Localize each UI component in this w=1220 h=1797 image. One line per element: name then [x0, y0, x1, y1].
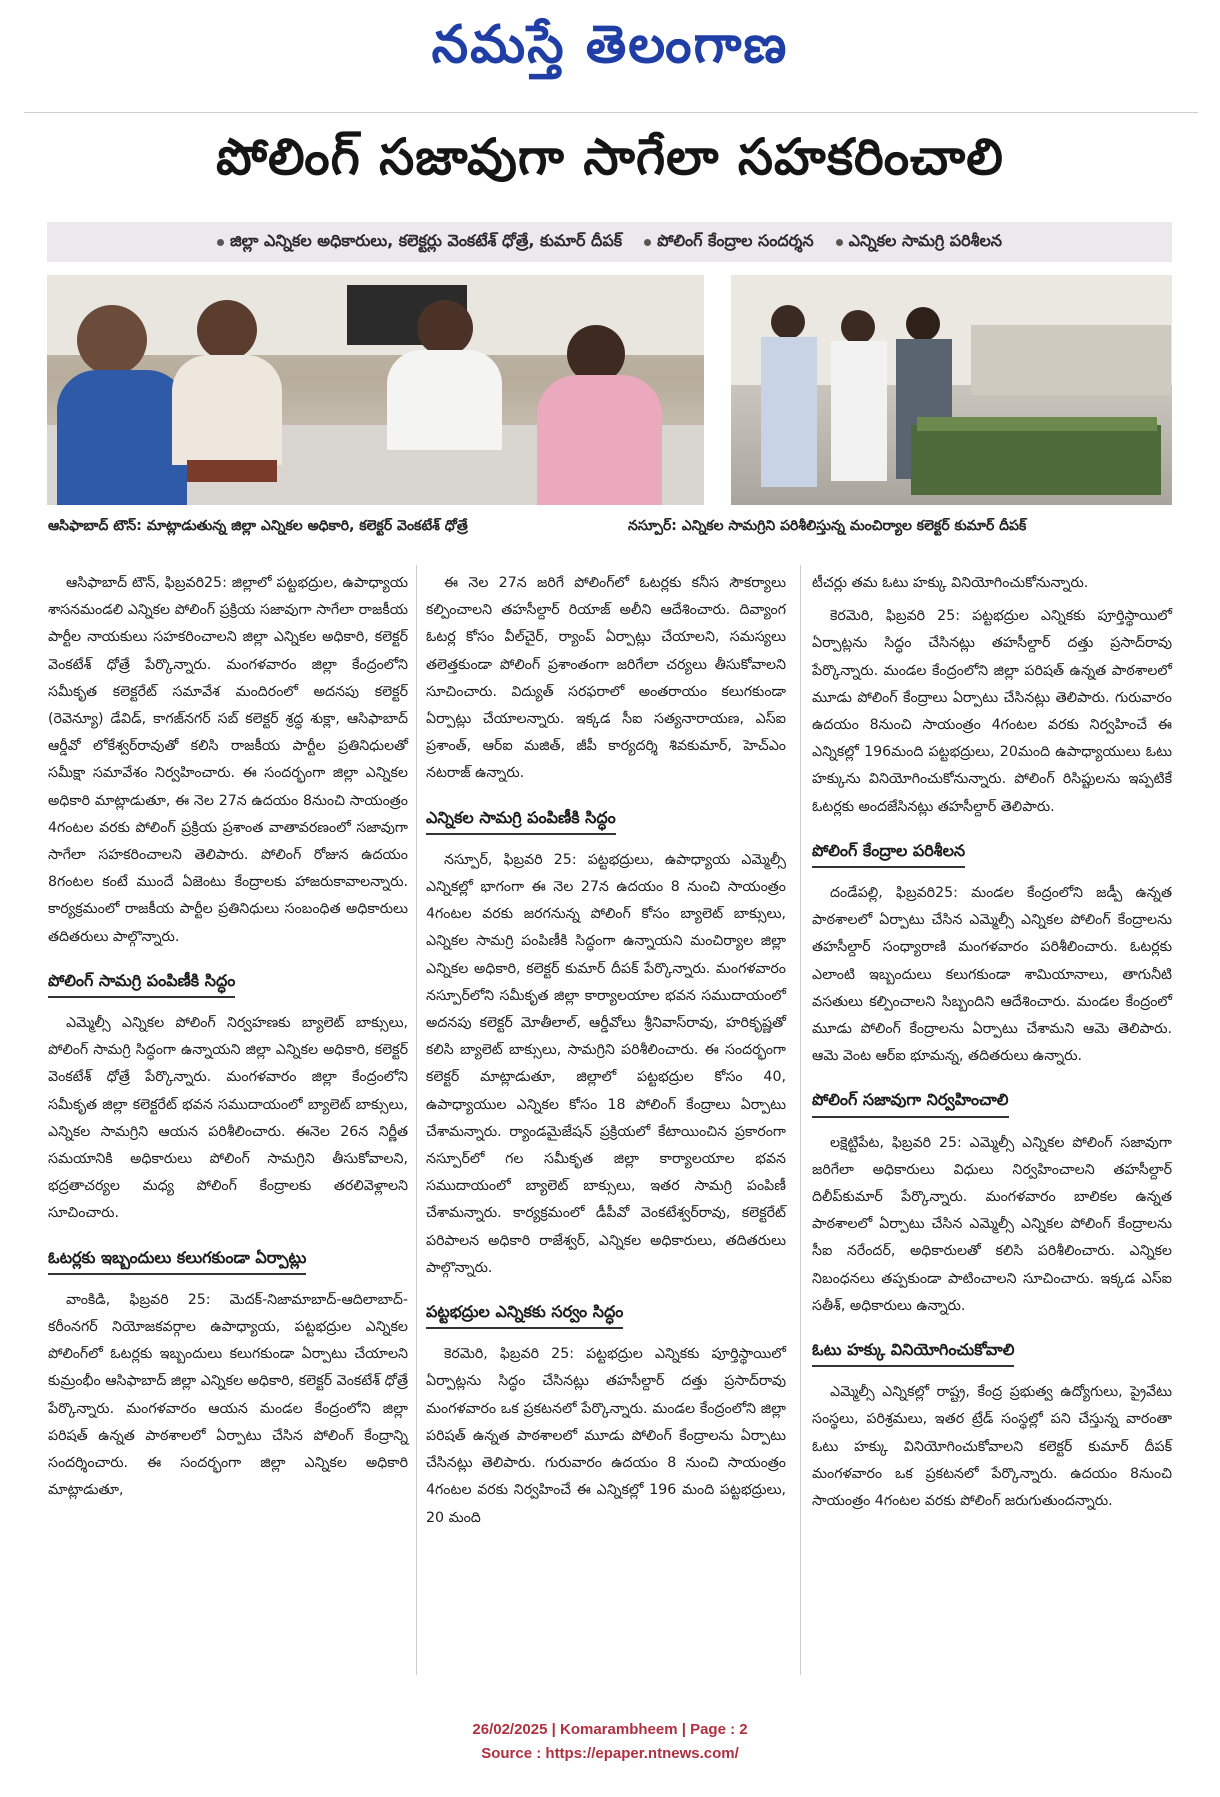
- inspection-photo: [731, 275, 1172, 505]
- paragraph: కెరమెరి, ఫిబ్రవరి 25: పట్టభద్రుల ఎన్నికకు పూర్తిస్థాయిలో ఏర్పాట్లను సిద్ధం చేసినట్లు తహసీల్దార్ దత్తు ప్రసాద్‌రావు మంగళవారం ఒక ప్రకటనలో పేర్కొన్నారు. మండల కేంద్రంలోని జిల్లా పరిషత్ ఉన్నత పాఠశాలలో మూడు పోలింగ్ కేంద్రాలను ఏర్పాటు చేసినట్లు తెలిపారు. గురువారం ఉదయం 8 నుంచి సాయంత్రం 4గంటల వరకు నిర్వహించే ఈ ఎన్నికల్లో 196 మంది పట్టభద్రులు, 20 మంది: [426, 1346, 786, 1526]
- subline-item: పోలింగ్ కేంద్రాల సందర్శన: [644, 231, 814, 254]
- article-subline: [47, 222, 1172, 262]
- paragraph: ఎమ్మెల్సీ ఎన్నికల పోలింగ్ నిర్వహణకు బ్యాలెట్ బాక్సులు, పోలింగ్ సామగ్రి సిద్ధంగా ఉన్నాయని జిల్లా ఎన్నికల అధికారి, కలెక్టర్ వెంకటేశ్ ధోత్రే పేర్కొన్నారు. మంగళవారం జిల్లా కేంద్రంలోని సమీకృత జిల్లా కలెక్టరేట్ భవన సముదాయంలో బ్యాలెట్ బాక్సులు, ఎన్నికల సామగ్రిని ఆయన పరిశీలించారు. ఈనెల 26న నిర్ణీత సమయానికి అధికారులు పోలింగ్ సామగ్రిని తీసుకోవాలని, భద్రతాచర్యల మధ్య పోలింగ్ కేంద్రాలకు తరలివెళ్లాలని సూచించారు.: [48, 1015, 408, 1222]
- paragraph: లక్షెట్టిపేట, ఫిబ్రవరి 25: ఎమ్మెల్సీ ఎన్నికల పోలింగ్ సజావుగా జరిగేలా అధికారులు విధులు నిర్వహించాలని తహసీల్దార్ దిలీప్‌కుమార్ పేర్కొన్నారు. మంగళవారం బాలికల ఉన్నత పాఠశాలలో ఏర్పాటు చేసిన ఎమ్మెల్సీ ఎన్నికల పోలింగ్ కేంద్రాలను సీఐ నరేందర్, అధికారులతో కలిసి పరిశీలించారు. ఎన్నికల నిబంధనలు తప్పకుండా పాటించాలని సూచించారు. ఇక్కడ ఎస్ఐ సతీశ్, అధికారులు ఉన్నారు.: [812, 1134, 1172, 1314]
- bullet-icon: [644, 239, 651, 246]
- subheading: పోలింగ్ కేంద్రాల పరిశీలన: [812, 837, 965, 868]
- photo-caption-right: నస్పూర్: ఎన్నికల సామగ్రిని పరిశీలిస్తున్న మంచిర్యాల కలెక్టర్ కుమార్ దీపక్: [628, 518, 1027, 534]
- subheading: పట్టభద్రుల ఎన్నికకు సర్వం సిద్ధం: [426, 1298, 623, 1329]
- paragraph: దండేపల్లి, ఫిబ్రవరి25: మండల కేంద్రంలోని జడ్పీ ఉన్నత పాఠశాలలో ఏర్పాటు చేసిన ఎమ్మెల్సీ ఎన్నికల పోలింగ్ కేంద్రాలను తహసీల్దార్ సంధ్యారాణి మంగళవారం పరిశీలించారు. ఓటర్లకు ఎలాంటి ఇబ్బందులు కలుగకుండా శామియానాలు, తాగునీటి వసతులు కల్పించాలని సిబ్బందిని ఆదేశించారు. మండల కేంద్రంలో మూడు పోలింగ్ కేంద్రాలను ఏర్పాటు చేశామని ఆమె తెలిపారు. ఆమె వెంట ఆర్ఐ భూమన్న, తదితరులు ఉన్నారు.: [812, 885, 1172, 1065]
- paragraph: ఎమ్మెల్సీ ఎన్నికల్లో రాష్ట్ర, కేంద్ర ప్రభుత్వ ఉద్యోగులు, ప్రైవేటు సంస్థలు, పరిశ్రమలు, ఇతర ట్రేడ్ సంస్థల్లో పని చేస్తున్న వారంతా ఓటు హక్కు వినియోగించుకోవాలని కలెక్టర్ కుమార్ దీపక్ మంగళవారం ఒక ప్రకటనలో పేర్కొన్నారు. ఉదయం 8నుంచి సాయంత్రం 4గంటల వరకు పోలింగ్ జరుగుతుందన్నారు.: [812, 1384, 1172, 1510]
- subline-item: జిల్లా ఎన్నికల అధికారులు, కలెక్టర్లు వెంకటేశ్ ధోత్రే, కుమార్ దీపక్: [217, 231, 622, 254]
- paragraph: కెరమెరి, ఫిబ్రవరి 25: పట్టభద్రుల ఎన్నికకు పూర్తిస్థాయిలో ఏర్పాట్లను సిద్ధం చేసినట్లు తహసీల్దార్ దత్తు ప్రసాద్‌రావు పేర్కొన్నారు. మండల కేంద్రంలోని జిల్లా పరిషత్ ఉన్నత పాఠశాలలో మూడు పోలింగ్ కేంద్రాలు ఏర్పాటు చేసినట్లు తెలిపారు. గురువారం ఉదయం 8నుంచి సాయంత్రం 4గంటల వరకు నిర్వహించే ఈ ఎన్నికల్లో 196మంది పట్టభద్రులు, 20మంది ఉపాధ్యాయులు ఓటు హక్కును వినియోగించుకోనున్నారు. పోలింగ్ రిసిప్టులను ఇప్పటికే ఓటర్లకు అందజేసినట్లు తహసీల్దార్ తెలిపారు.: [812, 608, 1172, 815]
- column-divider: [800, 565, 801, 1675]
- paragraph: ఈ నెల 27న జరిగే పోలింగ్‌లో ఓటర్లకు కనీస సౌకర్యాలు కల్పించాలని తహసీల్దార్ రియాజ్ అలీని ఆదేశించారు. దివ్యాంగ ఓటర్ల కోసం వీల్‌చైర్, ర్యాంప్ ఏర్పాట్లు చేయాలని, సమస్యలు తలెత్తకుండా పోలింగ్ ప్రశాంతంగా జరిగేలా చర్యలు తీసుకోవాలని సూచించారు. విద్యుత్ సరఫరాలో అంతరాయం కలుగకుండా ఏర్పాట్లు చేయాలన్నారు. ఇక్కడ సీఐ సత్యనారాయణ, ఎస్ఐ ప్రశాంత్, ఆర్ఐ మజిత్, జీపీ కార్యదర్శి శివకుమార్, హెచ్ఎం నటరాజ్ ఉన్నారు.: [426, 575, 786, 782]
- subline-item: ఎన్నికల సామగ్రి పరిశీలన: [836, 231, 1002, 254]
- footer-edition-info: 26/02/2025 | Komarambheem | Page : 2: [472, 1721, 748, 1738]
- article-column-3: [812, 570, 1172, 1521]
- subheading: పోలింగ్ సామగ్రి పంపిణీకి సిద్ధం: [48, 967, 235, 998]
- paragraph: నస్పూర్, ఫిబ్రవరి 25: పట్టభద్రులు, ఉపాధ్యాయ ఎమ్మెల్సీ ఎన్నికల్లో భాగంగా ఈ నెల 27న ఉదయం 8 నుంచి సాయంత్రం 4గంటల వరకు జరగనున్న పోలింగ్ కోసం బ్యాలెట్ బాక్సులు, ఎన్నికల సామగ్రి పంపిణీకి సిద్ధంగా ఉన్నాయని మంచిర్యాల జిల్లా ఎన్నికల అధికారి, కలెక్టర్ కుమార్ దీపక్ పేర్కొన్నారు. మంగళవారం నస్పూర్‌లోని సమీకృత జిల్లా కార్యాలయాల భవన సముదాయంలో అదనపు కలెక్టర్ మోతీలాల్, ఆర్డీవోలు శ్రీనివాస్‌రావు, హరికృష్ణతో కలిసి బ్యాలెట్ బాక్సులు, సామగ్రిని పరిశీలించారు. ఈ సందర్భంగా కలెక్టర్ మాట్లాడుతూ, జిల్లాలో పట్టభద్రుల కోసం 40, ఉపాధ్యాయుల ఎన్నికల కోసం 18 పోలింగ్ కేంద్రాలు ఏర్పాటు చేశామన్నారు. ర్యాండమైజేషన్ ప్రక్రియలో కేటాయించిన ప్రకారంగా నస్పూర్‌లో గల సమీకృత జిల్లా కార్యాలయాల భవన సముదాయంలో బ్యాలెట్ బాక్సులు, ఇతర సామగ్రి పంపిణీ చేశామన్నారు. కార్యక్రమంలో డీపీవో వెంకటేశ్వర్‌రావు, కలెక్టరేట్ పరిపాలన అధికారి రాజేశ్వర్, ఎన్నికల అధికారులు, తదితరులు పాల్గొన్నారు.: [426, 851, 786, 1276]
- bullet-icon: [836, 239, 843, 246]
- subheading: ఓటర్లకు ఇబ్బందులు కలుగకుండా ఏర్పాట్లు: [48, 1244, 306, 1275]
- meeting-photo: [47, 275, 704, 505]
- article-headline: పోలింగ్ సజావుగా సాగేలా సహకరించాలి: [216, 128, 1004, 186]
- paragraph: వాంకిడి, ఫిబ్రవరి 25: మెదక్-నిజామాబాద్-ఆదిలాబాద్-కరీంనగర్ నియోజకవర్గాల ఉపాధ్యాయ, పట్టభద్రుల ఎన్నికల పోలింగ్‌లో ఓటర్లకు ఇబ్బందులు కలుగకుండా ఏర్పాటు చేయాలని కుమ్రంభీం ఆసిఫాబాద్ జిల్లా ఎన్నికల అధికారి, కలెక్టర్ వెంకటేశ్ ధోత్రే పేర్కొన్నారు. మంగళవారం ఆయన మండల కేంద్రంలోని జిల్లా పరిషత్ ఉన్నత పాఠశాలలో ఏర్పాటు చేసిన పోలింగ్ కేంద్రాన్ని సందర్శించారు. ఈ సందర్భంగా జిల్లా ఎన్నికల అధికారి మాట్లాడుతూ,: [48, 1291, 408, 1499]
- page-footer: [0, 1718, 1220, 1766]
- masthead: [0, 14, 1220, 88]
- footer-source: Source : https://epaper.ntnews.com/: [481, 1745, 739, 1762]
- paragraph: ఆసిఫాబాద్ టౌన్, ఫిబ్రవరి25: జిల్లాలో పట్టభద్రుల, ఉపాధ్యాయ శాసనమండలి ఎన్నికల పోలింగ్ ప్రక్రియ సజావుగా సాగేలా రాజకీయ పార్టీల నాయకులు సహకరించాలని జిల్లా ఎన్నికల అధికారి, కలెక్టర్ వెంకటేశ్ ధోత్రే పేర్కొన్నారు. మంగళవారం జిల్లా కేంద్రంలోని సమీకృత కలెక్టరేట్ సమావేశ మందిరంలో అదనపు కలెక్టర్ (రెవెన్యూ) డేవిడ్, కాగజ్‌నగర్ సబ్ కలెక్టర్ శ్రద్ధ శుక్లా, ఆసిఫాబాద్ ఆర్డీవో లోకేశ్వర్‌రావుతో కలిసి రాజకీయ పార్టీల ప్రతినిధులతో సమీక్షా సమావేశం నిర్వహించారు. ఈ సందర్భంగా జిల్లా ఎన్నికల అధికారి మాట్లాడుతూ, ఈ నెల 27న ఉదయం 8నుంచి సాయంత్రం 4గంటల వరకు పోలింగ్ ప్రక్రియ ప్రశాంత వాతావరణంలో సజావుగా సాగేలా సహకరించాలని తెలిపారు. పోలింగ్ రోజున ఉదయం 8గంటల కంటే ముందే ఏజెంటు కేంద్రాలకు హాజరుకావాలన్నారు. కార్యక్రమంలో రాజకీయ పార్టీల ప్రతినిధులు సంబంధిత అధికారులు తదితరులు పాల్గొన్నారు.: [48, 575, 408, 945]
- subheading: ఎన్నికల సామగ్రి పంపిణీకి సిద్ధం: [426, 804, 616, 835]
- subheading: ఓటు హక్కు వినియోగించుకోవాలి: [812, 1336, 1014, 1367]
- article-column-1: [48, 570, 408, 1511]
- paragraph: టీచర్లు తమ ఓటు హక్కు వినియోగించుకోనున్నారు.: [812, 575, 1089, 591]
- newspaper-title: నమస్తే తెలంగాణ: [431, 14, 789, 75]
- photo-caption-left: ఆసిఫాబాద్ టౌన్: మాట్లాడుతున్న జిల్లా ఎన్నికల అధికారి, కలెక్టర్ వెంకటేశ్ ధోత్రే: [48, 518, 468, 534]
- article-column-2: [426, 570, 786, 1538]
- bullet-icon: [217, 239, 224, 246]
- subheading: పోలింగ్ సజావుగా నిర్వహించాలి: [812, 1086, 1009, 1117]
- column-divider: [416, 565, 417, 1675]
